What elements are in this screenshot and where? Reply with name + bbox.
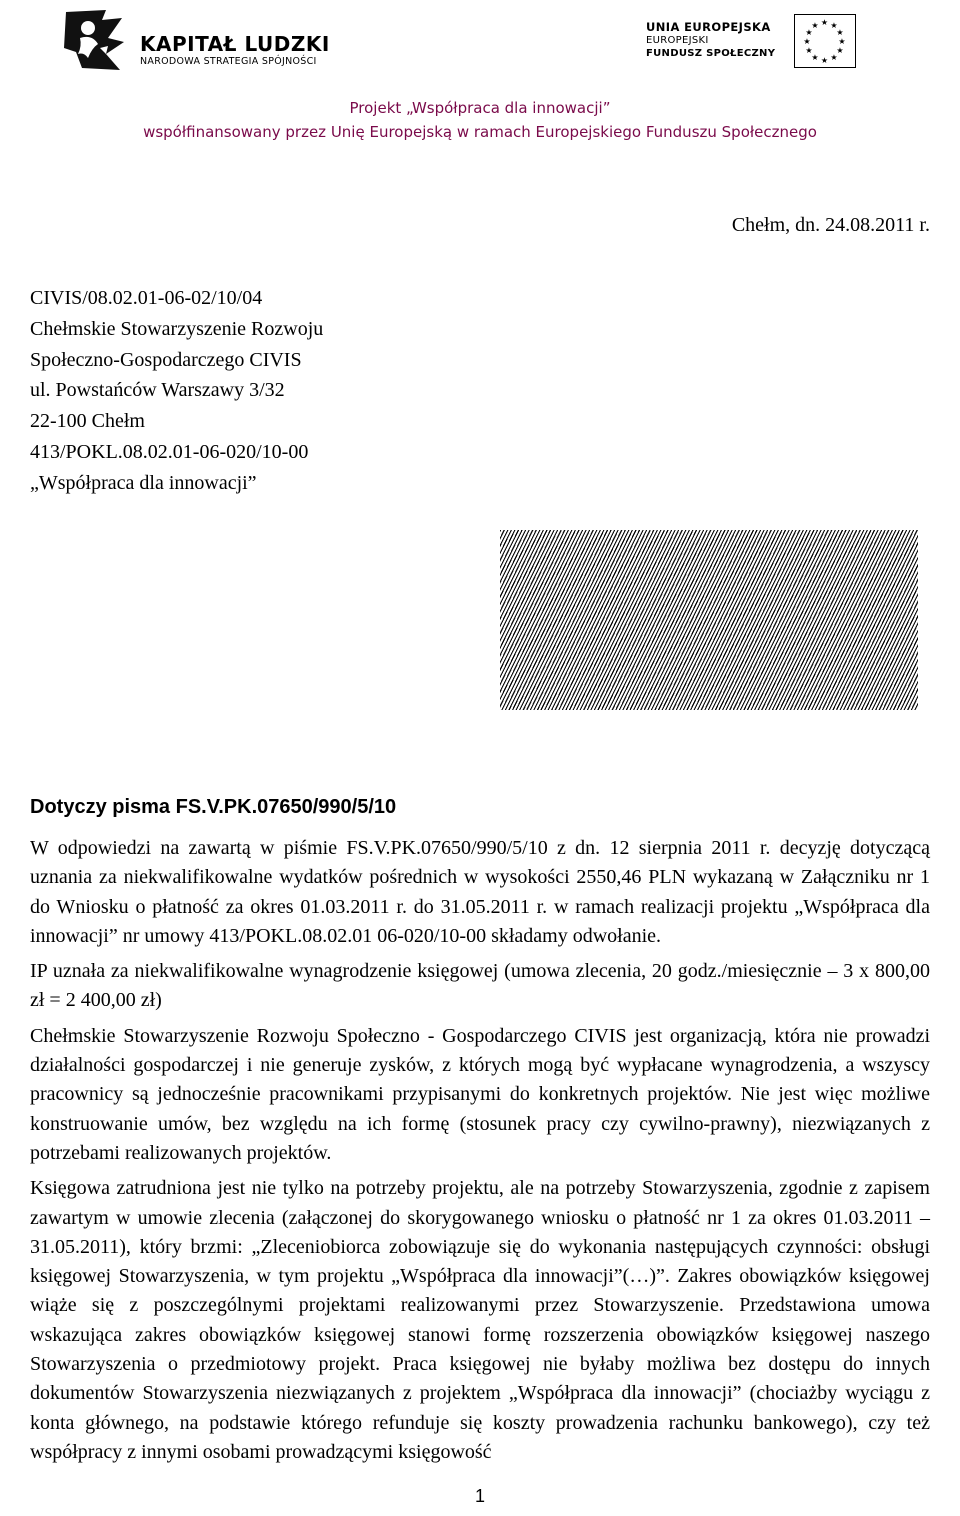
recipient-line (500, 665, 918, 692)
svg-text:★: ★ (811, 53, 819, 62)
svg-text:★: ★ (820, 56, 829, 65)
page-number: 1 (474, 1486, 485, 1506)
svg-text:★: ★ (836, 28, 844, 37)
project-header-line2: współfinansowany przez Unię Europejską w ramach Europejskiego Funduszu Społecznego (143, 123, 817, 141)
svg-text:★: ★ (836, 46, 844, 55)
svg-text:★: ★ (811, 21, 819, 30)
sender-name-line1: Chełmskie Stowarzyszenie Rozwoju (30, 317, 324, 340)
svg-text:★: ★ (820, 18, 829, 27)
recipient-line (500, 611, 918, 638)
sender-project-name: „Współpraca dla innowacji” (30, 471, 257, 494)
project-header (0, 96, 960, 144)
kl-logo-title: KAPITAŁ LUDZKI (140, 32, 330, 56)
recipient-line (500, 584, 918, 611)
body-paragraph: Księgowa zatrudniona jest nie tylko na potrzeby projektu, ale na potrzeby Stowarzyszenia, zgodnie z zapisem zawartym w umowie zlecenia (załączonej do skorygowanego wniosku o płatność nr 1 za okres 01.03.2011 – 31.05.2011), który brzmi: „Zleceniobiorca zobowiązuje się do wykonania następujących czynności: obsługi księgowej Stowarzyszenia, w tym projektu „Współpraca dla innowacji”(…)”. Zakres obowiązków księgowej wiąże się z poszczególnymi projektami realizowanymi przez Stowarzyszenie. Przedstawiona umowa wskazująca zakres obowiązków księgowej stanowi formę rozszerzenia obowiązków księgowej naszego Stowarzyszenia o przedmiotowy projekt. Praca księgowej nie byłaby możliwa bez dostępu do innych dokumentów Stowarzyszenia niezwiązanych z projektem „Współpraca dla innowacji” (chociażby wyciągu z konta głównego, na podstawie którego refunduje się koszty prowadzenia rachunku bankowego), czy też współpracy z innymi osobami prowadzącymi księgowość (30, 1177, 930, 1463)
svg-text:★: ★ (803, 37, 811, 46)
sender-contract-number: 413/POKL.08.02.01-06-020/10-00 (30, 440, 309, 463)
eu-logo-line1: UNIA EUROPEJSKA (646, 20, 771, 34)
eu-logo-line3: FUNDUSZ SPOŁECZNY (646, 48, 776, 59)
letter-body (30, 834, 930, 1473)
svg-text:★: ★ (830, 53, 838, 62)
recipient-block-redacted (500, 530, 918, 710)
eu-logo (646, 14, 864, 72)
recipient-line (500, 557, 918, 584)
sender-block (30, 283, 323, 499)
letter-subject: Dotyczy pisma FS.V.PK.07650/990/5/10 (30, 796, 397, 818)
eu-flag-icon (794, 14, 856, 68)
recipient-line (500, 638, 918, 665)
svg-text:★: ★ (805, 46, 813, 55)
eu-logo-line2: EUROPEJSKI (646, 35, 709, 46)
kapital-ludzki-emblem-icon (62, 8, 132, 74)
sender-street: ul. Powstańców Warszawy 3/32 (30, 379, 285, 402)
recipient-line (500, 530, 918, 557)
kl-logo-subtitle: NARODOWA STRATEGIA SPÓJNOŚCI (140, 56, 317, 67)
project-header-line1: Projekt „Współpraca dla innowacji” (349, 99, 611, 117)
body-paragraph: IP uznała za niekwalifikowalne wynagrodzenie księgowej (umowa zlecenia, 20 godz./miesięcznie – 3 x 800,00 zł = 2 400,00 zł) (30, 960, 930, 1012)
body-paragraph: Chełmskie Stowarzyszenie Rozwoju Społeczno - Gospodarczego CIVIS jest organizacją, która nie prowadzi działalności gospodarczej i nie generuje zysków, z których mogą być wypłacane wynagrodzenia, a wszyscy pracownicy są jednocześnie pracownikami przypisanymi do konkretnych projektów. Nie jest więc możliwe konstruowanie umów, bez względu na ich formę (stosunek pracy czy cywilno-prawny), niezwiązanych z potrzebami realizowanych projektów. (30, 1024, 930, 1164)
letter-date: Chełm, dn. 24.08.2011 r. (731, 214, 930, 236)
sender-reference: CIVIS/08.02.01-06-02/10/04 (30, 287, 263, 309)
sender-name-line2: Społeczno-Gospodarczego CIVIS (30, 348, 302, 371)
body-paragraph: W odpowiedzi na zawartą w piśmie FS.V.PK.07650/990/5/10 z dn. 12 sierpnia 2011 r. decyzję dotyczącą uznania za niekwalifikowalne wydatków pośrednich w wysokości 2550,46 PLN wykazaną w Załączniku nr 1 do Wniosku o płatność za okres 01.03.2011 r. do 31.05.2011 r. w ramach realizacji projektu „Współpraca dla innowacji” nr umowy 413/POKL.08.02.01 06-020/10-00 składamy odwołanie. (30, 837, 930, 947)
sender-city: 22-100 Chełm (30, 410, 145, 433)
svg-text:★: ★ (805, 28, 813, 37)
svg-text:★: ★ (830, 21, 838, 30)
kapital-ludzki-logo (62, 8, 352, 74)
svg-text:★: ★ (838, 37, 846, 46)
